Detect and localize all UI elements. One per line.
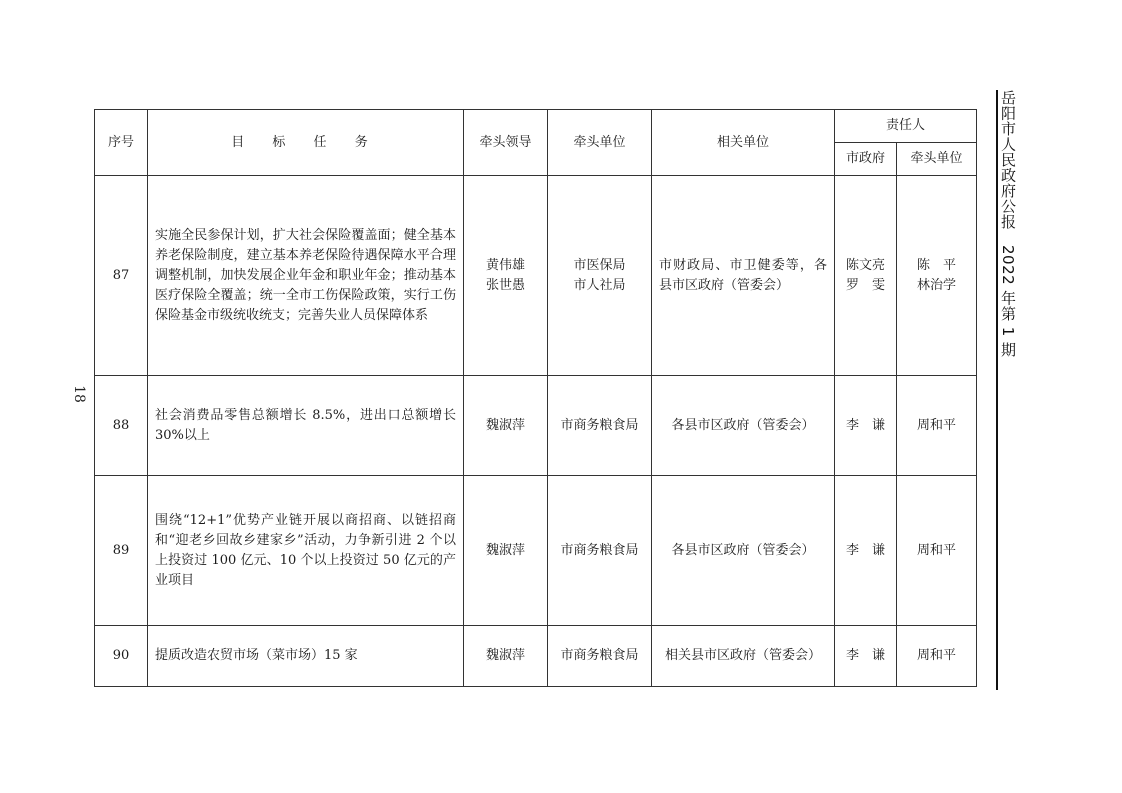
page-number: 18	[70, 385, 87, 403]
row-city-gov	[835, 376, 897, 476]
row-seq: 87	[95, 176, 148, 376]
row-task: 社会消费品零售总额增长 8.5%，进出口总额增长 30%以上	[148, 376, 464, 476]
row-unit-person	[897, 476, 977, 626]
lead-unit-name: 市商务粮食局	[560, 417, 639, 433]
leader-name: 黄伟雄	[485, 257, 525, 273]
unit-person: 周和平	[917, 542, 957, 558]
header-task: 目 标 任 务	[148, 110, 464, 176]
row-related: 各县市区政府（管委会）	[652, 476, 835, 626]
row-related: 市财政局、市卫健委等，各县市区政府（管委会）	[652, 176, 835, 376]
leader-name: 张世愚	[485, 277, 525, 293]
row-lead-units	[548, 626, 652, 687]
header-lead-leader: 牵头领导	[464, 110, 548, 176]
header-related-units: 相关单位	[652, 110, 835, 176]
leader-name: 魏淑萍	[485, 417, 525, 433]
row-leaders	[464, 626, 548, 687]
table-row	[95, 176, 977, 376]
city-gov-person: 李 谦	[845, 542, 885, 558]
header-lead-unit-person: 牵头单位	[897, 143, 977, 176]
header-city-gov: 市政府	[835, 143, 897, 176]
header-lead-unit: 牵头单位	[548, 110, 652, 176]
row-unit-person	[897, 626, 977, 687]
row-seq: 88	[95, 376, 148, 476]
lead-unit-name: 市商务粮食局	[560, 648, 639, 663]
row-lead-units	[548, 176, 652, 376]
row-task: 围绕“12+1”优势产业链开展以商招商、以链招商和“迎老乡回故乡建家乡”活动，力争新引进 2 个以上投资过 100 亿元、10 个以上投资过 50 亿元的产业项目	[148, 476, 464, 626]
row-city-gov	[835, 176, 897, 376]
row-related: 各县市区政府（管委会）	[652, 376, 835, 476]
header-responsible: 责任人	[835, 110, 977, 143]
row-unit-person	[897, 376, 977, 476]
city-gov-person: 李 谦	[845, 648, 885, 663]
table-row	[95, 476, 977, 626]
table-row	[95, 626, 977, 687]
city-gov-person: 李 谦	[845, 417, 885, 433]
row-seq: 89	[95, 476, 148, 626]
row-lead-units	[548, 476, 652, 626]
leader-name: 魏淑萍	[485, 542, 525, 558]
city-gov-person: 陈文亮	[845, 257, 885, 273]
row-task: 提质改造农贸市场（菜市场）15 家	[148, 626, 464, 687]
unit-person: 周和平	[917, 648, 957, 663]
lead-unit-name: 市医保局	[573, 257, 626, 273]
unit-person: 林治学	[917, 277, 957, 293]
row-city-gov	[835, 476, 897, 626]
row-unit-person	[897, 176, 977, 376]
unit-person: 陈 平	[917, 257, 957, 273]
task-table	[94, 109, 977, 687]
row-seq: 90	[95, 626, 148, 687]
unit-person: 周和平	[917, 417, 957, 433]
city-gov-person: 罗 雯	[845, 277, 885, 293]
sidebar-title: 岳阳市人民政府公报 2022 年第 1 期	[999, 90, 1017, 358]
row-leaders	[464, 176, 548, 376]
row-related: 相关县市区政府（管委会）	[652, 626, 835, 687]
row-task: 实施全民参保计划，扩大社会保险覆盖面；健全基本养老保险制度，建立基本养老保险待遇保障水平合理调整机制，加快发展企业年金和职业年金；推动基本医疗保险全覆盖；统一全市工伤保险政策，实行工伤保险基金市级统收统支；完善失业人员保障体系	[148, 176, 464, 376]
lead-unit-name: 市商务粮食局	[560, 542, 639, 558]
header-seq: 序号	[95, 110, 148, 176]
row-leaders	[464, 476, 548, 626]
row-city-gov	[835, 626, 897, 687]
lead-unit-name: 市人社局	[573, 277, 626, 293]
table-row	[95, 376, 977, 476]
row-lead-units	[548, 376, 652, 476]
row-leaders	[464, 376, 548, 476]
leader-name: 魏淑萍	[485, 648, 525, 663]
